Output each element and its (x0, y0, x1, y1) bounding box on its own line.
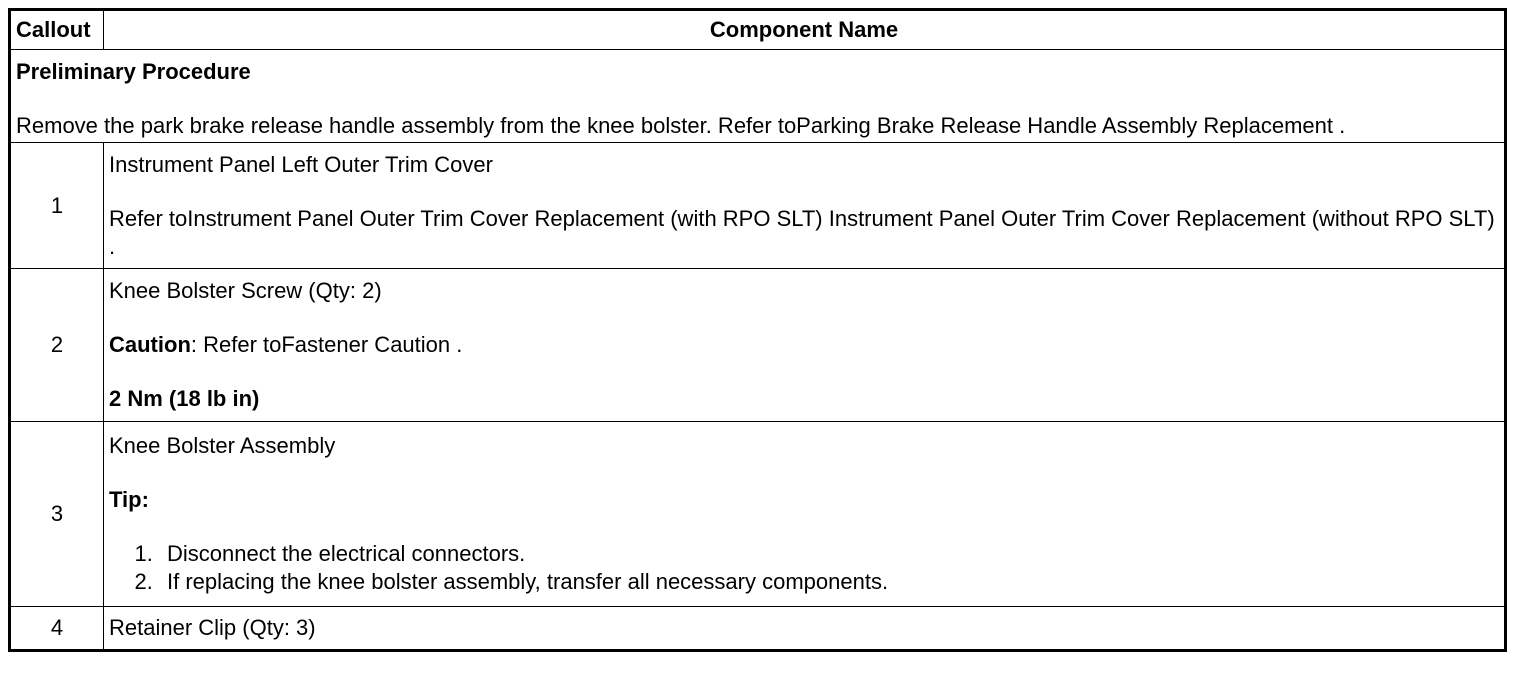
component-name: Retainer Clip (Qty: 3) (104, 607, 1506, 651)
component-cell (104, 422, 1506, 607)
tip-list (109, 540, 1499, 596)
tip-label: Tip: (109, 487, 149, 512)
callout-number: 1 (10, 143, 104, 269)
reference-note: Refer toInstrument Panel Outer Trim Cover Replacement (with RPO SLT) Instrument Panel Outer Trim Cover Replacement (without RPO SLT) . (109, 205, 1495, 259)
component-cell (104, 143, 1506, 269)
header-row (10, 10, 1506, 50)
callout-number: 2 (10, 269, 104, 422)
component-name: Instrument Panel Left Outer Trim Cover (109, 151, 493, 177)
table-row (10, 269, 1506, 422)
caution-text: : Refer toFastener Caution . (190, 332, 463, 357)
component-name: Knee Bolster Screw (Qty: 2) (109, 278, 382, 303)
callout-number: 4 (10, 607, 104, 651)
table-row (10, 143, 1506, 269)
table-row (10, 607, 1506, 651)
caution-line (109, 331, 1499, 359)
preliminary-text: Remove the park brake release handle assembly from the knee bolster. Refer toParking Brake Release Handle Assembly Replacement . (16, 113, 1346, 138)
preliminary-cell (10, 50, 1506, 143)
list-item: 1. Disconnect the electrical connectors. (159, 540, 1499, 568)
caution-label: Caution (109, 332, 191, 357)
table-row (10, 422, 1506, 607)
list-item: 2. If replacing the knee bolster assembly, transfer all necessary components. (159, 568, 1499, 596)
preliminary-row (10, 50, 1506, 143)
callout-header: Callout (10, 10, 104, 50)
procedure-table (8, 8, 1507, 652)
preliminary-title: Preliminary Procedure (16, 59, 251, 84)
component-name-header: Component Name (104, 10, 1506, 50)
component-name: Knee Bolster Assembly (109, 433, 336, 458)
torque-spec: 2 Nm (18 lb in) (109, 386, 260, 411)
callout-number: 3 (10, 422, 104, 607)
component-cell (104, 269, 1506, 422)
